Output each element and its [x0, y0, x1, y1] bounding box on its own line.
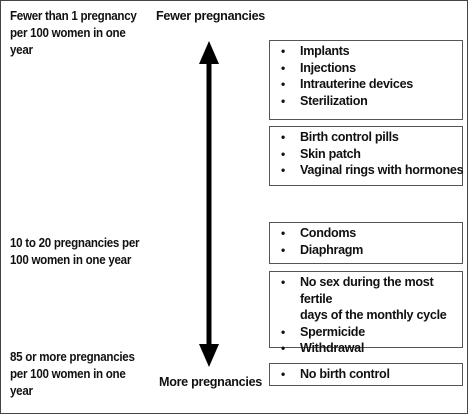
- bullet-icon: •: [281, 275, 285, 289]
- method-item: [270, 146, 462, 163]
- method-item: [270, 242, 462, 259]
- rate-line: 100 women in one year: [10, 253, 132, 267]
- method-label: Injections: [300, 60, 356, 75]
- rate-label-10-to-20: [10, 235, 146, 269]
- bullet-icon: •: [281, 163, 285, 177]
- method-item: [270, 129, 462, 146]
- method-label: Diaphragm: [300, 242, 364, 257]
- bullet-icon: •: [281, 367, 285, 381]
- scale-top-label: Fewer pregnancies: [156, 9, 265, 23]
- method-label: No sex during the most fertile days of the monthly cycle: [300, 275, 447, 322]
- bullet-icon: •: [281, 130, 285, 144]
- method-label: Vaginal rings with hormones: [300, 163, 464, 177]
- method-label: No birth control: [300, 367, 390, 381]
- rate-line: 85 or more pregnancies: [10, 350, 135, 364]
- method-item: [270, 93, 462, 110]
- rate-line: per 100 women in one: [10, 26, 126, 40]
- bullet-icon: •: [281, 44, 285, 58]
- method-group-hormonal: [269, 126, 463, 186]
- rate-line: year: [10, 43, 33, 57]
- method-item: [270, 366, 462, 383]
- method-item: [270, 162, 462, 179]
- bullet-icon: •: [281, 242, 285, 257]
- method-item: [270, 60, 462, 77]
- rate-line: year: [10, 384, 33, 398]
- bullet-icon: •: [281, 324, 285, 339]
- rate-label-fewer-than-1: [10, 8, 146, 59]
- rate-label-85-or-more: [10, 349, 146, 400]
- method-item: [270, 340, 462, 357]
- bullet-icon: •: [281, 77, 285, 91]
- method-item: [270, 324, 462, 341]
- method-group-none: [269, 363, 463, 386]
- method-label: Birth control pills: [300, 130, 399, 144]
- method-item: [270, 274, 462, 324]
- bullet-icon: •: [281, 341, 285, 355]
- bullet-icon: •: [281, 93, 285, 108]
- arrow-head-down: [199, 344, 219, 367]
- bullet-icon: •: [281, 60, 285, 75]
- method-label: Spermicide: [300, 324, 365, 339]
- method-group-most-effective: [269, 40, 463, 120]
- bullet-icon: •: [281, 226, 285, 240]
- method-label: Withdrawal: [300, 341, 365, 355]
- method-label: Intrauterine devices: [300, 77, 413, 91]
- method-group-barrier: [269, 222, 463, 264]
- method-item: [270, 76, 462, 93]
- method-label: Implants: [300, 44, 350, 58]
- method-label: Skin patch: [300, 146, 361, 161]
- method-group-behavioral: [269, 271, 463, 355]
- rate-line: Fewer than 1 pregnancy: [10, 9, 137, 23]
- rate-line: 10 to 20 pregnancies per: [10, 236, 140, 250]
- method-label: Condoms: [300, 226, 356, 240]
- double-arrow-icon: [198, 41, 220, 367]
- rate-line: per 100 women in one: [10, 367, 126, 381]
- method-label: Sterilization: [300, 93, 368, 108]
- arrow-shaft: [207, 61, 212, 347]
- method-item: [270, 225, 462, 242]
- arrow-head-up: [199, 41, 219, 64]
- scale-bottom-label: More pregnancies: [159, 375, 262, 389]
- bullet-icon: •: [281, 146, 285, 161]
- method-item: [270, 43, 462, 60]
